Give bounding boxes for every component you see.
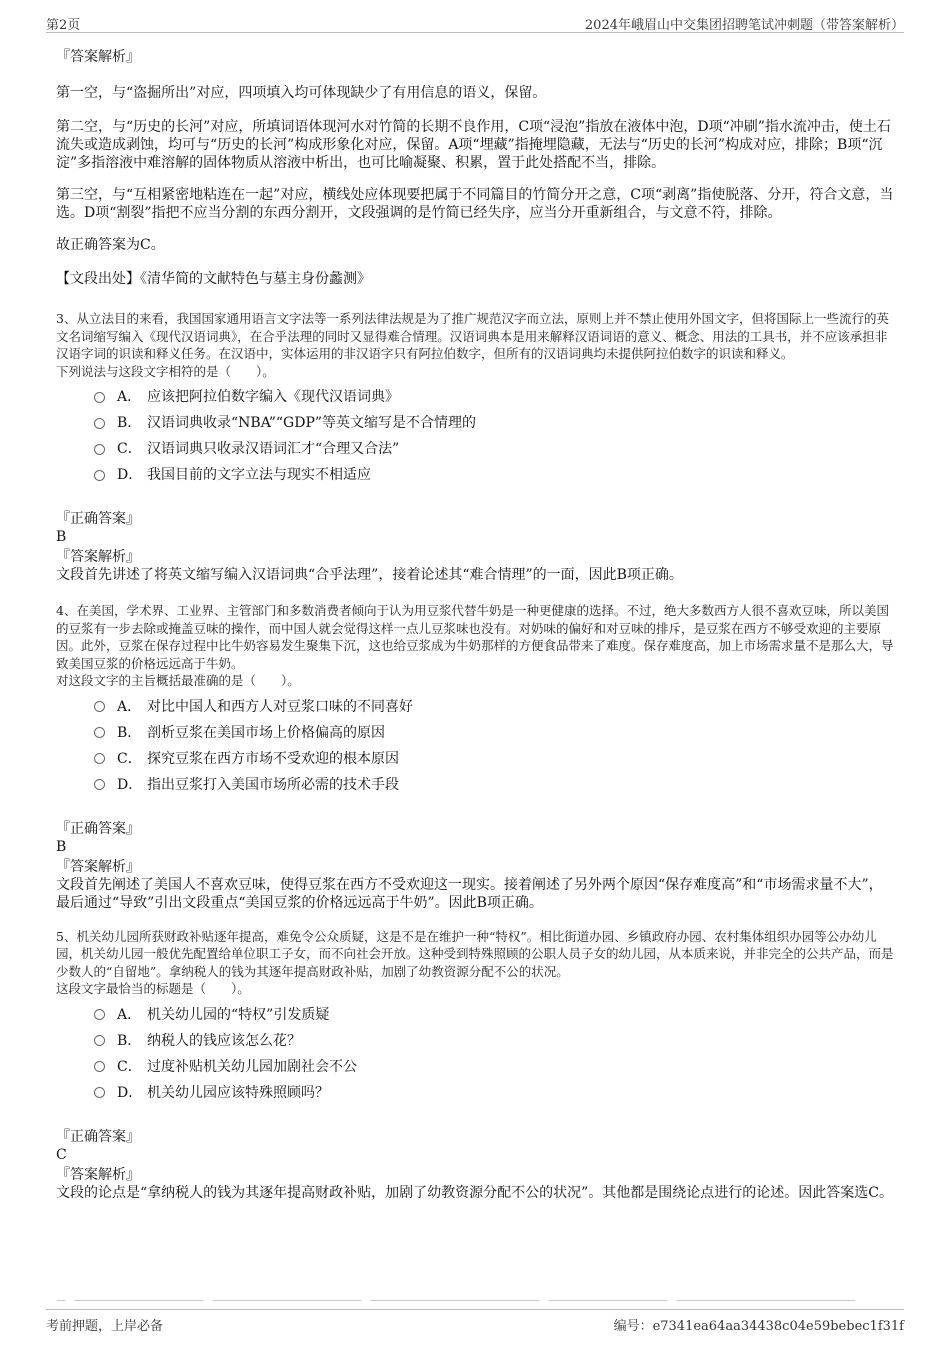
q3-option-a[interactable] [94, 384, 896, 410]
document-title: 2024年峨眉山中交集团招聘笔试冲刺题（带答案解析） [584, 18, 904, 33]
option-key: C． [117, 441, 142, 457]
q4-stem: 4、在美国，学术界、工业界、主管部门和多数消费者倾向于认为用豆浆代替牛奶是一种更健康的选择。不过，绝大多数西方人很不喜欢豆味，所以美国的豆浆有一步去除或掩盖豆味的操作，而中国人就会觉得这样一点儿豆浆味也没有。对奶味的偏好和对豆味的排斥，是豆浆在西方不够受欢迎的主要原因。此外，豆浆在保存过程中比牛奶容易发生聚集下沉，这也给豆浆成为牛奶那样的方便食品带来了难度。保存难度高，加上市场需求量不是那么大，导致美国豆浆的价格远远高于牛奶。 [56, 603, 894, 671]
q4-option-d[interactable] [94, 772, 896, 798]
q4-option-c[interactable] [94, 746, 896, 772]
radio-icon[interactable] [94, 727, 105, 738]
radio-icon[interactable] [94, 753, 105, 764]
q3-option-d[interactable] [94, 462, 896, 488]
q5-options [94, 1002, 896, 1106]
radio-icon[interactable] [94, 418, 105, 429]
q2-analysis-para-3: 第三空，与“互相紧密地粘连在一起”对应，横线处应体现要把属于不同篇目的竹简分开之意，C项“剥离”指使脱落、分开，符合文意，当选。D项“割裂”指把不应当分割的东西分割开，文段强调的是竹简已经失序，应当分开重新组合，与文意不符，排除。 [56, 187, 894, 221]
q2-analysis-section [56, 48, 896, 288]
radio-icon[interactable] [94, 1061, 105, 1072]
option-key: A． [117, 389, 142, 405]
clipped-next-question-line [56, 1293, 896, 1301]
option-text: 对比中国人和西方人对豆浆口味的不同喜好 [147, 698, 413, 715]
option-text: 纳税人的钱应该怎么花？ [147, 1032, 301, 1049]
page-header [46, 10, 904, 33]
q3-answer: B [56, 529, 67, 545]
option-key: C． [117, 1058, 142, 1075]
question-5 [56, 928, 896, 1202]
q3-option-c[interactable] [94, 436, 896, 462]
q4-options [94, 694, 896, 798]
radio-icon[interactable] [94, 701, 105, 712]
q4-analysis-label: 『答案解析』 [56, 858, 140, 875]
q3-options [94, 384, 896, 488]
option-key: D． [117, 776, 143, 793]
q5-prompt: 这段文字最恰当的标题是（ ）。 [56, 981, 250, 996]
option-text: 汉语词典只收录汉语词汇才“合理又合法” [147, 441, 400, 457]
q3-answer-label: 『正确答案』 [56, 511, 140, 527]
q5-option-a[interactable] [94, 1002, 896, 1028]
q3-prompt: 下列说法与这段文字相符的是（ ）。 [56, 363, 275, 379]
option-key: A． [117, 698, 142, 715]
q5-stem: 5、机关幼儿园所获财政补贴逐年提高，难免令公众质疑，这是不是在维护一种“特权”。相比街道办园、乡镇政府办园、农村集体组织办园等公办幼儿园，机关幼儿园一般优先配置给单位职工子女，而不向社会开放。这种受到特殊照顾的公职人员子女的幼儿园，从本质来说，并非完全的公共产品，而是少数人的“自留地”。拿纳税人的钱为其逐年提高财政补贴，加剧了幼教资源分配不公的状况。 [56, 928, 894, 979]
option-key: B． [117, 724, 142, 741]
q2-analysis-para-1: 第一空，与“盗掘所出”对应，四项填入均可体现缺少了有用信息的语义，保留。 [56, 85, 547, 101]
option-key: B． [117, 415, 142, 431]
option-text: 应该把阿拉伯数字编入《现代汉语词典》 [147, 389, 399, 405]
q2-conclusion: 故正确答案为C。 [56, 237, 165, 253]
q4-option-b[interactable] [94, 720, 896, 746]
radio-icon[interactable] [94, 1087, 105, 1098]
radio-icon[interactable] [94, 1009, 105, 1020]
q3-analysis-label: 『答案解析』 [56, 549, 140, 565]
question-4 [56, 602, 896, 912]
q5-answer: C [56, 1146, 67, 1163]
option-key: A． [117, 1006, 142, 1023]
q3-analysis: 文段首先讲述了将英文缩写编入汉语词典“合乎法理”，接着论述其“难合情理”的一面，因此B项正确。 [56, 567, 683, 583]
q4-option-a[interactable] [94, 694, 896, 720]
q5-analysis-label: 『答案解析』 [56, 1166, 140, 1183]
option-text: 指出豆浆打入美国市场所必需的技术手段 [147, 776, 399, 793]
footer-slogan: 考前押题，上岸必备 [46, 1319, 164, 1334]
option-text: 剖析豆浆在美国市场上价格偏高的原因 [147, 724, 385, 741]
option-text: 探究豆浆在西方市场不受欢迎的根本原因 [147, 750, 399, 767]
radio-icon[interactable] [94, 392, 105, 403]
q2-analysis-label: 『答案解析』 [56, 49, 140, 65]
q4-analysis: 文段首先阐述了美国人不喜欢豆味，使得豆浆在西方不受欢迎这一现实。接着阐述了另外两个原因“保存难度高”和“市场需求量不大”，最后通过“导致”引出文段重点“美国豆浆的价格远远高于牛奶”。因此B项正确。 [56, 876, 883, 911]
page-content [56, 44, 896, 1202]
q3-stem: 3、从立法目的来看，我国国家通用语言文字法等一系列法律法规是为了推广规范汉字而立法，原则上并不禁止使用外国文字，但将国际上一些流行的英文名词缩写编入《现代汉语词典》，在合乎法理的同时又显得难合情理。汉语词典本是用来解释汉语词语的意义、概念、用法的工具书，并不应该承担非汉语字词的识读和释义任务。在汉语中，实体运用的非汉语字只有阿拉伯数字，但所有的汉语词典均未提供阿拉伯数字的识读和释义。 [56, 311, 889, 361]
radio-icon[interactable] [94, 470, 105, 481]
q4-prompt: 对这段文字的主旨概括最准确的是（ ）。 [56, 673, 300, 688]
q5-option-d[interactable] [94, 1080, 896, 1106]
radio-icon[interactable] [94, 779, 105, 790]
page-number: 第2页 [46, 18, 81, 33]
option-text: 机关幼儿园应该特殊照顾吗？ [147, 1084, 329, 1101]
q5-analysis: 文段的论点是“拿纳税人的钱为其逐年提高财政补贴，加剧了幼教资源分配不公的状况”。其他都是围绕论点进行的论述。因此答案选C。 [56, 1184, 894, 1201]
page-footer [46, 1309, 904, 1334]
q4-answer: B [56, 838, 67, 855]
footer-code: 编号：e7341ea64aa34438c04e59bebec1f31f [613, 1319, 904, 1334]
option-text: 过度补贴机关幼儿园加剧社会不公 [147, 1058, 357, 1075]
option-text: 我国目前的文字立法与现实不相适应 [147, 467, 371, 483]
q3-option-b[interactable] [94, 410, 896, 436]
radio-icon[interactable] [94, 1035, 105, 1046]
q5-option-b[interactable] [94, 1028, 896, 1054]
q5-answer-label: 『正确答案』 [56, 1128, 140, 1145]
option-key: B． [117, 1032, 142, 1049]
q2-analysis-para-2: 第二空，与“历史的长河”对应，所填词语体现河水对竹简的长期不良作用，C项“浸泡”指放在液体中泡，D项“冲刷”指水流冲击，使土石流失或造成剥蚀，均可与“历史的长河”构成形象化对应，保留。A项“埋藏”指掩埋隐藏，无法与“历史的长河”构成对应，排除；B项“沉淀”多指溶液中难溶解的固体物质从溶液中析出，也可比喻凝聚、积累，置于此处搭配不当，排除。 [56, 119, 891, 171]
option-key: D． [117, 467, 143, 483]
q5-option-c[interactable] [94, 1054, 896, 1080]
option-text: 汉语词典收录“NBA”“GDP”等英文缩写是不合情理的 [147, 415, 477, 431]
q4-answer-label: 『正确答案』 [56, 820, 140, 837]
radio-icon[interactable] [94, 444, 105, 455]
option-text: 机关幼儿园的“特权”引发质疑 [147, 1006, 330, 1023]
option-key: D． [117, 1084, 143, 1101]
option-key: C． [117, 750, 142, 767]
question-3 [56, 310, 896, 584]
q2-source: 【文段出处】《清华简的文献特色与墓主身份蠡测》 [56, 271, 371, 287]
